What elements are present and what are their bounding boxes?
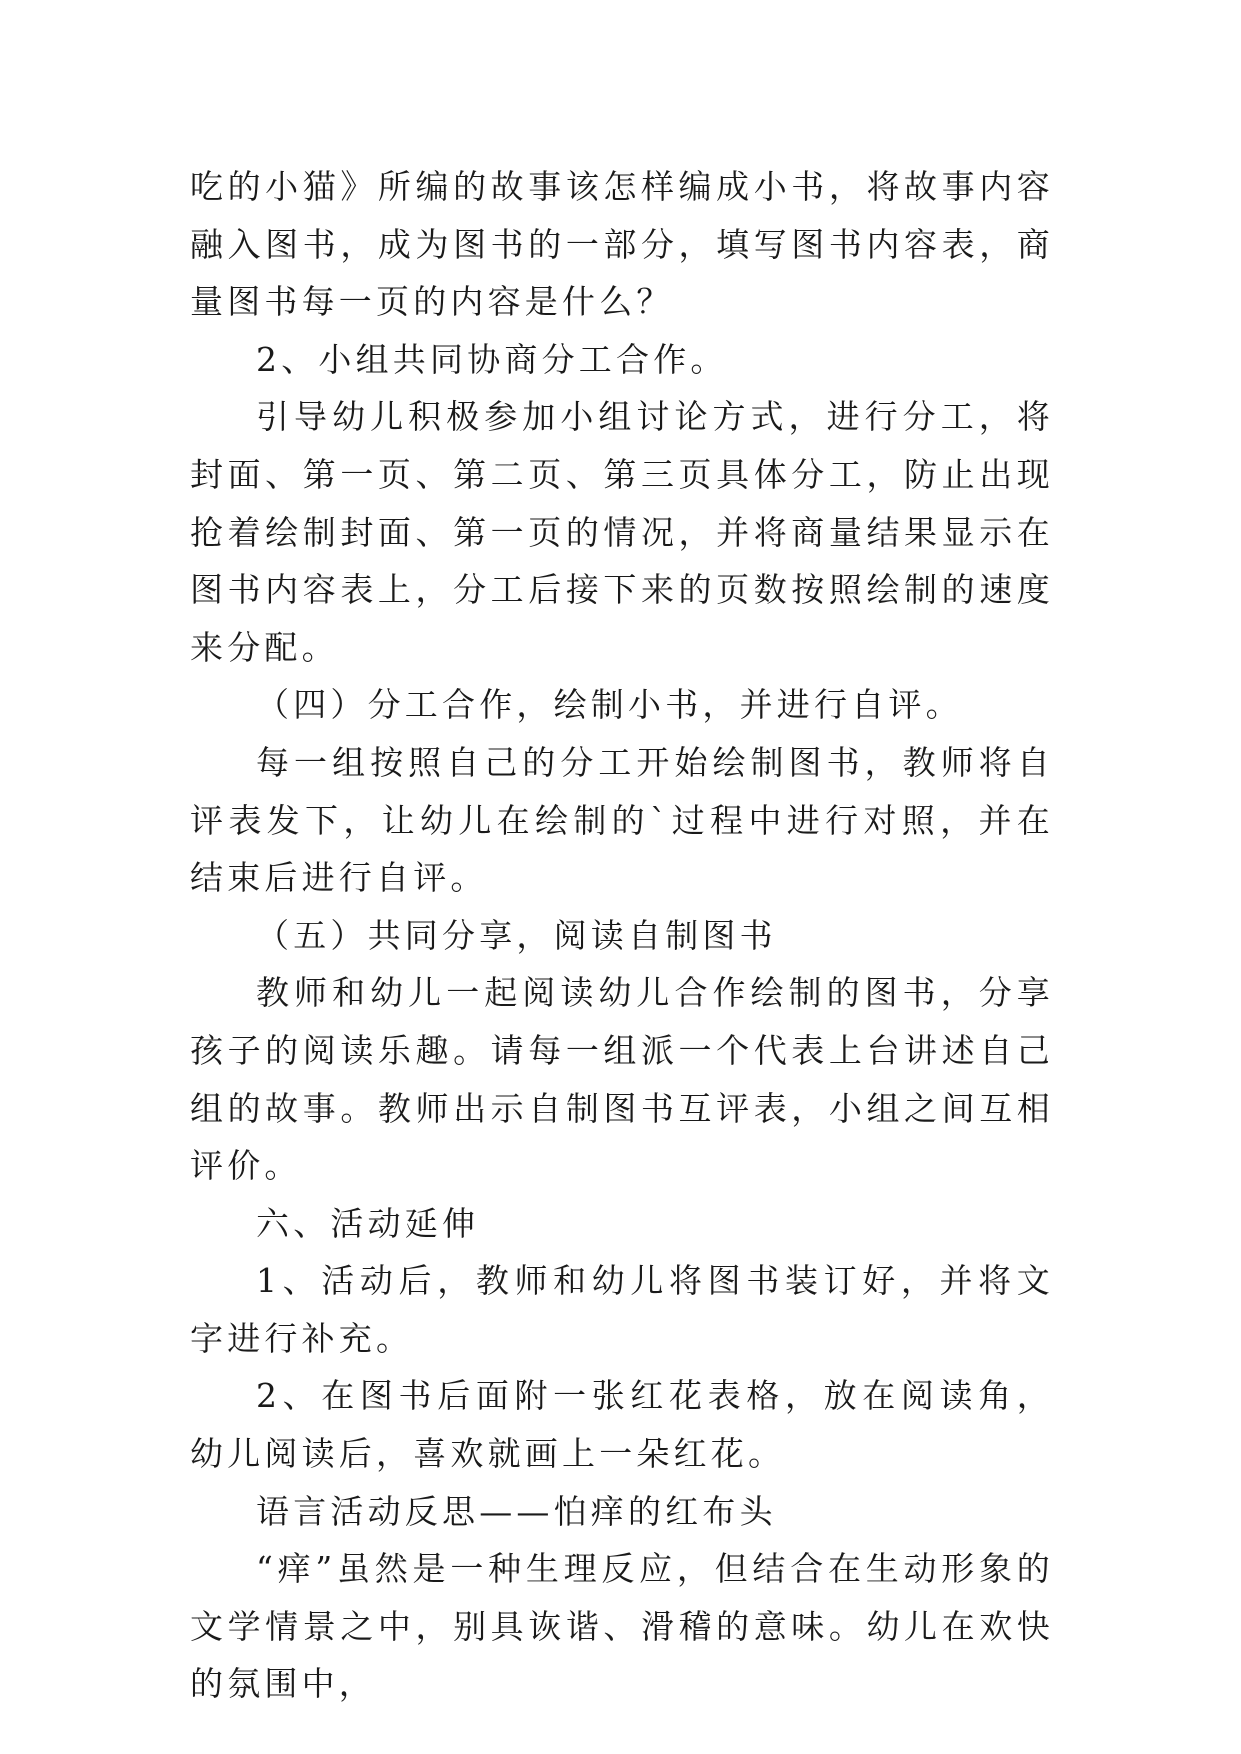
- section-heading-extension: 六、活动延伸: [256, 1203, 480, 1243]
- paragraph-step-2-heading: 2、小组共同协商分工合作。: [256, 339, 728, 379]
- paragraph-continuation: 吃的小猫》所编的故事该怎样编成小书，将故事内容融入图书，成为图书的一部分，填写图书内容表，商量图书每一页的内容是什么？: [190, 167, 1054, 322]
- paragraph-extension-2: 2、在图书后面附一张红花表格，放在阅读角，幼儿阅读后，喜欢就画上一朵红花。: [190, 1376, 1054, 1474]
- paragraph-extension-1: 1、活动后，教师和幼儿将图书装订好，并将文字进行补充。: [190, 1261, 1054, 1358]
- paragraph-guide-discussion: 引导幼儿积极参加小组讨论方式，进行分工，将封面、第一页、第二页、第三页具体分工，防止出现抢着绘制封面、第一页的情况，并将商量结果显示在图书内容表上，分工后接下来的页数按照绘制的速度来分配。: [190, 397, 1054, 667]
- document-body: [190, 158, 1054, 1713]
- paragraph-share-reading: 教师和幼儿一起阅读幼儿合作绘制的图书，分享孩子的阅读乐趣。请每一组派一个代表上台讲述自己组的故事。教师出示自制图书互评表，小组之间互相评价。: [190, 973, 1054, 1186]
- paragraph-draw-books: 每一组按照自己的分工开始绘制图书，教师将自评表发下，让幼儿在绘制的`过程中进行对照，并在结束后进行自评。: [190, 742, 1054, 898]
- section-heading-reflection: 语言活动反思——怕痒的红布头: [256, 1491, 777, 1531]
- section-heading-four: （四）分工合作，绘制小书，并进行自评。: [256, 685, 963, 725]
- section-heading-five: （五）共同分享，阅读自制图书: [256, 915, 777, 955]
- paragraph-reflection: “痒”虽然是一种生理反应，但结合在生动形象的文学情景之中，别具诙谐、滑稽的意味。幼儿在欢快的氛围中，: [190, 1549, 1054, 1704]
